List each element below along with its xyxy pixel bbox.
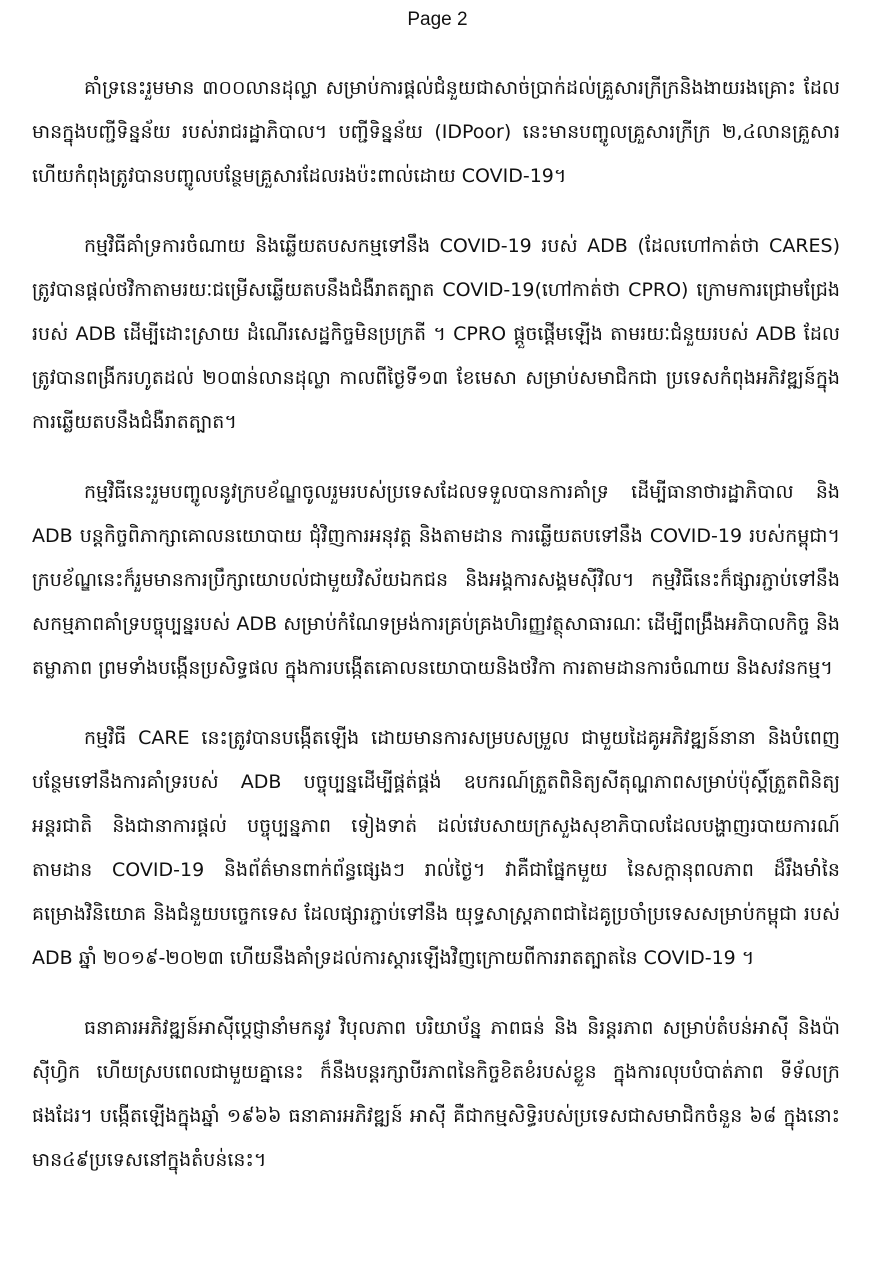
paragraph-5: ធនាគារអភិវឌ្ឍន៍អាស៊ីប្តេជ្ញានាំមកនូវ វិបុលភាព បរិយាប័ន្ន ភាពធន់ និង និរន្តរភាព សម្រាប់តំបន់អាស៊ី និងប៉ាស៊ីហ្វិក ហើយស្របពេលជាមួយគ្នានេះ ក៏នឹងបន្តរក្សាបីរភាពនៃកិច្ចខិតខំរបស់ខ្លួន ក្នុងការលុបបំបាត់ភាព ទីទ័លក្រផងដែរ។ បង្កើតឡើងក្នុងឆ្នាំ ១៩៦៦ ធនាគារអភិវឌ្ឍន៍ អាស៊ី គឺជាកម្មសិទ្ធិរបស់ប្រទេសជាសមាជិកចំនួន ៦៨ ក្នុងនោះ មាន៤៩ប្រទេសនៅក្នុងតំបន់នេះ។ <box>32 1017 840 1171</box>
paragraph-1: គាំទ្រនេះរួមមាន ៣០០លានដុល្លា សម្រាប់ការផ្តល់ជំនួយជាសាច់ប្រាក់ដល់គ្រួសារក្រីក្រនិងងាយរងគ្រោះ ដែលមានក្នុងបញ្ជីទិន្នន័យ របស់រាជរដ្ឋាភិបាល។ បញ្ជីទិន្នន័យ (IDPoor) នេះមានបញ្ចូលគ្រួសារក្រីក្រ ២,៤លានគ្រួសារ ហើយកំពុងត្រូវបានបញ្ចូលបន្ថែមគ្រួសារដែលរងប៉ះពាល់ដោយ COVID-19។ <box>32 77 840 187</box>
document-body <box>32 66 840 1208</box>
paragraph-3: កម្មវិធីនេះរួមបញ្ចូលនូវក្របខ័ណ្ឌចូលរួមរបស់ប្រទេសដែលទទួលបានការគាំទ្រ ដើម្បីធានាថារដ្ឋាភិបាល និង ADB បន្តកិច្ចពិភាក្សាគោលនយោបាយ ជុំវិញការអនុវត្ត និងតាមដាន ការឆ្លើយតបទៅនឹង COVID-19 របស់កម្ពុជា។ ក្របខ័ណ្ឌនេះក៏រួមមានការប្រឹក្សាយោបល់ជាមួយវិស័យឯកជន និងអង្គការសង្គមស៊ីវិល។ កម្មវិធីនេះក៏ផ្សារភ្ជាប់ទៅនឹងសកម្មភាពគាំទ្របច្ចុប្បន្នរបស់ ADB សម្រាប់កំណែទម្រង់ការគ្រប់គ្រងហិរញ្ញវត្ថុសាធារណៈ ដើម្បីពង្រឹងអភិបាលកិច្ច និងតម្លាភាព ព្រមទាំងបង្កើនប្រសិទ្ធផល ក្នុងការបង្កើតគោលនយោបាយនិងថវិកា ការតាមដានការចំណាយ និងសវនកម្ម។ <box>32 481 840 679</box>
paragraph-4: កម្មវិធី CARE នេះត្រូវបានបង្កើតឡើង ដោយមានការសម្របសម្រួល ជាមួយដៃគូអភិវឌ្ឍន៍នានា និងបំពេញបន្ថែមទៅនឹងការគាំទ្ររបស់ ADB បច្ចុប្បន្នដើម្បីផ្គត់ផ្គង់ ឧបករណ៍ត្រួតពិនិត្យសីតុណ្ហភាពសម្រាប់ប៉ុស្តិ៍ត្រួតពិនិត្យ អន្តរជាតិ និងជានាការផ្តល់ បច្ចុប្បន្នភាព ទៀងទាត់ ដល់វេបសាយក្រសួងសុខាភិបាលដែលបង្ហាញរបាយការណ៍តាមដាន COVID-19 និងព័ត៌មានពាក់ព័ន្ធផ្សេងៗ រាល់ថ្ងៃ។ វាគឺជាផ្នែកមួយ នៃសក្តានុពលភាព ដ៏រឹងមាំនៃគម្រោងវិនិយោគ និងជំនួយបច្ចេកទេស ដែលផ្សារភ្ជាប់ទៅនឹង យុទ្ធសាស្ត្រភាពជាដៃគូប្រចាំប្រទេសសម្រាប់កម្ពុជា របស់ ADB ឆ្នាំ ២០១៩-២០២៣ ហើយនឹងគាំទ្រដល់ការស្តារឡើងវិញក្រោយពីការរាតត្បាតនៃ COVID-19 ។ <box>32 727 840 969</box>
paragraph-2: កម្មវិធីគាំទ្រការចំណាយ និងឆ្លើយតបសកម្មទៅនឹង COVID-19 របស់ ADB (ដែលហៅកាត់ថា CARES) ត្រូវបានផ្តល់ថវិកាតាមរយៈជម្រើសឆ្លើយតបនឹងជំងឺរាតត្បាត COVID-19(ហៅកាត់ថា CPRO) ក្រោមការជ្រោមជ្រែងរបស់ ADB ដើម្បីដោះស្រាយ ដំណើរសេដ្ឋកិច្ចមិនប្រក្រតី ។ CPRO ផ្តួចផ្តើមឡើង តាមរយៈជំនួយរបស់ ADB ដែលត្រូវបានពង្រីករហូតដល់ ២០៣ន់លានដុល្លា កាលពីថ្ងៃទី១៣ ខែមេសា សម្រាប់សមាជិកជា ប្រទេសកំពុងអភិវឌ្ឍន៍ក្នុងការឆ្លើយតបនឹងជំងឺរាតត្បាត។ <box>32 235 840 433</box>
page-number: Page 2 <box>407 9 468 30</box>
